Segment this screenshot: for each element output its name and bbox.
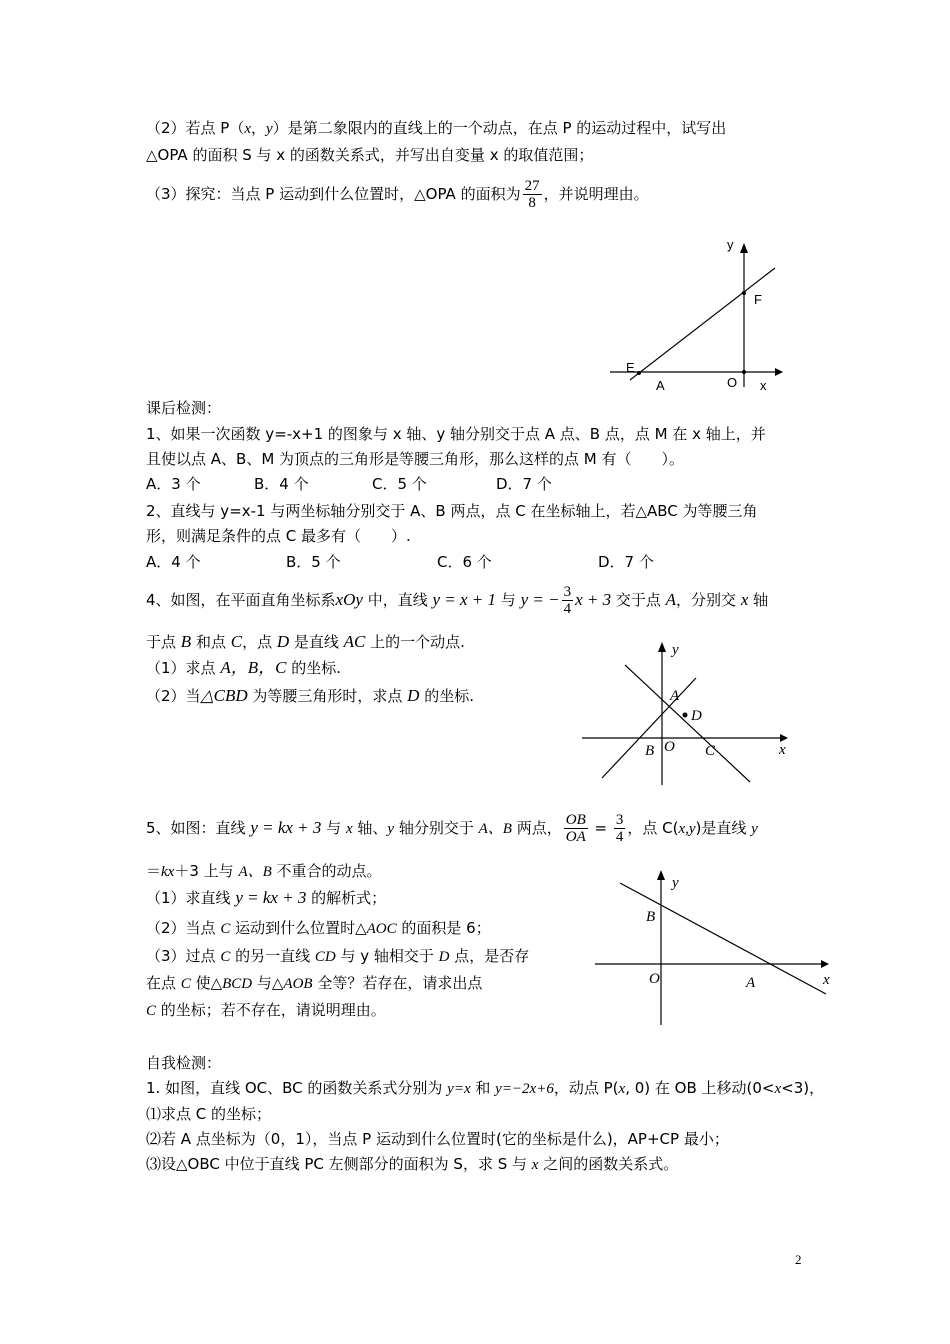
math-ac: AC — [343, 632, 366, 651]
text: ，分别交 — [676, 591, 741, 609]
problem-1-line-2: 且使以点 A、B、M 为顶点的三角形是等腰三角形，那么这样的点 M 有（ ）。 — [146, 450, 685, 468]
line-y-eq-x-plus-1 — [602, 678, 696, 778]
line-ef — [630, 268, 775, 380]
math-c: C — [180, 976, 191, 992]
text: 全等？若存在，请求出点 — [312, 974, 483, 992]
math-xoy: xOy — [335, 590, 363, 609]
option-b: B．5 个 — [286, 553, 341, 571]
problem-1-line-1: 1、如果一次函数 y=-x+1 的图象与 x 轴、y 轴分别交于点 A 点、B 点，点 M 在 x 轴上，并 — [146, 425, 766, 443]
option-d: D．7 个 — [496, 475, 552, 493]
line-ac — [625, 665, 750, 782]
denominator: 4 — [615, 829, 624, 845]
var-y: y — [266, 121, 273, 137]
fraction-3-4 — [614, 812, 626, 845]
text: 运动到什么位置时△ — [230, 919, 367, 937]
math-y-eq-x: y=x — [447, 1081, 471, 1097]
math-c: C — [220, 949, 231, 965]
text: 在点 — [146, 974, 181, 992]
math-x: x — [740, 590, 749, 609]
problem-part-2-line-1 — [146, 118, 726, 139]
page-number: 2 — [795, 1252, 802, 1267]
denominator: 4 — [563, 601, 572, 617]
text: （2）若点 P（ — [146, 119, 245, 137]
math-aob: AOB — [283, 976, 313, 992]
label-a: A — [670, 688, 680, 704]
text: 为等腰三角形时，求点 — [247, 687, 408, 705]
text: 点，是否存 — [449, 947, 530, 965]
denominator: OA — [565, 829, 586, 845]
problem-4-line-2 — [146, 632, 465, 652]
section-heading-after-class: 课后检测： — [146, 399, 222, 417]
text: ，点 — [242, 633, 277, 651]
problem-4-subquestion-1 — [146, 658, 341, 678]
numerator: 3 — [615, 812, 624, 828]
equation-2-part-b: x + 3 — [575, 590, 612, 609]
label-y: y — [672, 642, 679, 658]
text: （1）求点 — [146, 659, 221, 677]
text: ）是第二象限内的直线上的一个动点，在点 P 的运动过程中，试写出 — [272, 119, 727, 137]
text: 不重合的动点。 — [271, 862, 382, 880]
math-y: y — [387, 821, 395, 837]
text: 使△ — [190, 974, 223, 992]
math-x: x — [345, 821, 353, 837]
self-test-subquestion-1: ⑴求点 C 的坐标； — [146, 1105, 272, 1123]
text: 的坐标. — [419, 687, 474, 705]
text: 的坐标. — [286, 659, 341, 677]
math-c: C — [146, 1003, 157, 1019]
equation: y = kx + 3 — [250, 818, 322, 837]
math-b: B — [180, 632, 192, 651]
text: 的面积是 6； — [396, 919, 491, 937]
problem-5-subquestion-1 — [146, 888, 386, 908]
math-triangle-cbd: △CBD — [200, 686, 248, 705]
problem-4-line-1 — [146, 582, 768, 618]
x-axis-arrow — [821, 960, 829, 968]
text: （2）当 — [146, 687, 201, 705]
problem-5-line-1 — [146, 810, 758, 847]
text: 与 y 轴相交于 — [335, 947, 439, 965]
text: 是直线 — [289, 633, 344, 651]
math-d: D — [407, 686, 420, 705]
text: 上的一个动点. — [365, 633, 465, 651]
problem-2-line-1: 2、直线与 y=x-1 与两坐标轴分别交于 A、B 两点，点 C 在坐标轴上，若△ABC 为等腰三角 — [146, 502, 758, 520]
text: 5、如图：直线 — [146, 819, 251, 837]
math-ab: A、B — [478, 821, 512, 837]
label-x: x — [760, 378, 767, 393]
math-points: A，B，C — [220, 658, 287, 677]
text: 轴 — [748, 591, 769, 609]
label-b: B — [646, 909, 656, 925]
text: （3）过点 — [146, 947, 221, 965]
figure-problem-5 — [593, 867, 841, 1029]
text: （3）探究：当点 P 运动到什么位置时，△OPA 的面积为 — [146, 185, 521, 203]
math-ab: A、B — [238, 864, 272, 880]
text: 中，直线 — [362, 591, 433, 609]
text: <3)， — [781, 1079, 825, 1097]
text: 1. 如图，直线 OC、BC 的函数关系式分别为 — [146, 1079, 448, 1097]
problem-5-subquestion-3-line-1 — [146, 946, 529, 967]
point-e — [637, 371, 641, 375]
section-heading-self-test: 自我检测： — [146, 1054, 222, 1072]
y-axis-arrow — [657, 870, 665, 880]
text: 和点 — [191, 633, 231, 651]
math-d: D — [276, 632, 290, 651]
option-d: D．7 个 — [598, 553, 654, 571]
label-c: C — [705, 743, 716, 759]
label-f: F — [754, 292, 762, 307]
numerator: OB — [565, 812, 586, 828]
problem-5-line-2 — [146, 861, 382, 882]
text: = — [589, 819, 612, 837]
problem-5-subquestion-2 — [146, 918, 491, 939]
math-y: y — [751, 821, 758, 837]
text: )是直线 — [695, 819, 752, 837]
text: ＝ — [146, 862, 162, 880]
equation-1: y = x + 1 — [432, 590, 497, 609]
numerator: 3 — [563, 584, 572, 600]
text: 两点， — [511, 819, 562, 837]
problem-part-3 — [146, 176, 649, 212]
text: 与 — [496, 591, 521, 609]
label-a: A — [746, 975, 756, 991]
option-c: C．6 个 — [437, 553, 492, 571]
figure-problem-4 — [580, 638, 795, 786]
text: ，动点 P( — [553, 1079, 619, 1097]
label-o: O — [727, 375, 738, 390]
text: （2）当点 — [146, 919, 221, 937]
text: 和 — [470, 1079, 496, 1097]
problem-5-subquestion-3-line-2 — [146, 973, 482, 994]
math-c: C — [230, 632, 243, 651]
text: 的解析式； — [306, 889, 387, 907]
text: 于点 — [146, 633, 181, 651]
point-f — [742, 291, 746, 295]
equation: y = kx + 3 — [235, 888, 307, 907]
label-d: D — [691, 708, 702, 724]
math-a: A — [665, 590, 677, 609]
option-c: C．5 个 — [372, 475, 427, 493]
x-axis-arrow — [780, 734, 788, 742]
option-a: A．3 个 — [146, 475, 201, 493]
label-y: y — [672, 875, 679, 891]
label-x: x — [779, 742, 786, 758]
text: , 0) 在 OB 上移动(0< — [625, 1079, 775, 1097]
math-x: x — [531, 1157, 539, 1173]
self-test-subquestion-2: ⑵若 A 点坐标为（0，1），当点 P 运动到什么位置时(它的坐标是什么)，AP+CP 最小； — [146, 1130, 729, 1148]
math-y-eq-minus-2x-plus-6: y=−2x+6 — [495, 1081, 554, 1097]
math-x: x — [618, 1081, 626, 1097]
problem-2-line-2: 形，则满足条件的点 C 最多有（ ）. — [146, 527, 411, 545]
point-d — [683, 713, 688, 718]
text: 轴分别交于 — [394, 819, 479, 837]
math-cd: CD — [314, 949, 336, 965]
numerator: 27 — [524, 178, 540, 194]
label-y: y — [727, 237, 734, 252]
denominator: 8 — [528, 195, 536, 211]
text: ，点 C( — [627, 819, 679, 837]
fraction-3-4 — [562, 584, 574, 617]
fraction-ob-oa — [564, 812, 588, 845]
text: 与 — [321, 819, 346, 837]
text: 4、如图，在平面直角坐标系 — [146, 591, 336, 609]
math-d: D — [438, 949, 450, 965]
math-c: C — [220, 921, 231, 937]
text: 的坐标；若不存在，请说明理由。 — [156, 1001, 386, 1019]
text: ， — [251, 119, 267, 137]
text: ⑶设△OBC 中位于直线 PC 左侧部分的面积为 S，求 S 与 — [146, 1155, 532, 1173]
equation-2-part-a: y = − — [520, 590, 560, 609]
y-axis-arrow — [658, 642, 666, 652]
y-axis-arrow — [740, 243, 748, 253]
var-x: x — [244, 121, 252, 137]
text: （1）求直线 — [146, 889, 236, 907]
text: 的另一直线 — [230, 947, 315, 965]
label-o: O — [664, 739, 675, 755]
option-b: B．4 个 — [254, 475, 309, 493]
problem-5-subquestion-3-line-3 — [146, 1000, 386, 1021]
text: 轴、 — [352, 819, 388, 837]
self-test-problem-1 — [146, 1078, 824, 1099]
label-a: A — [656, 378, 665, 393]
fraction-27-8 — [523, 178, 542, 211]
self-test-subquestion-3 — [146, 1154, 678, 1175]
text: 与△ — [252, 974, 284, 992]
math-aoc: AOC — [366, 921, 397, 937]
x-axis-arrow — [775, 368, 783, 376]
math-bcd: BCD — [222, 976, 253, 992]
option-a: A．4 个 — [146, 553, 201, 571]
label-x: x — [823, 972, 830, 988]
text: 之间的函数关系式。 — [538, 1155, 679, 1173]
math-kx: kx — [161, 864, 175, 880]
label-e: E — [626, 360, 635, 375]
label-b: B — [645, 743, 655, 759]
problem-4-subquestion-2 — [146, 686, 474, 706]
point-o — [742, 370, 746, 374]
text: 交于点 — [611, 591, 666, 609]
label-o: O — [649, 971, 660, 987]
math-xy: x,y — [678, 821, 696, 837]
problem-part-2-line-2: △OPA 的面积 S 与 x 的函数关系式，并写出自变量 x 的取值范围； — [146, 146, 594, 164]
figure-line-ef — [600, 235, 790, 400]
text: ，并说明理由。 — [543, 185, 649, 203]
math-x: x — [774, 1081, 782, 1097]
text: ＋3 上与 — [174, 862, 239, 880]
